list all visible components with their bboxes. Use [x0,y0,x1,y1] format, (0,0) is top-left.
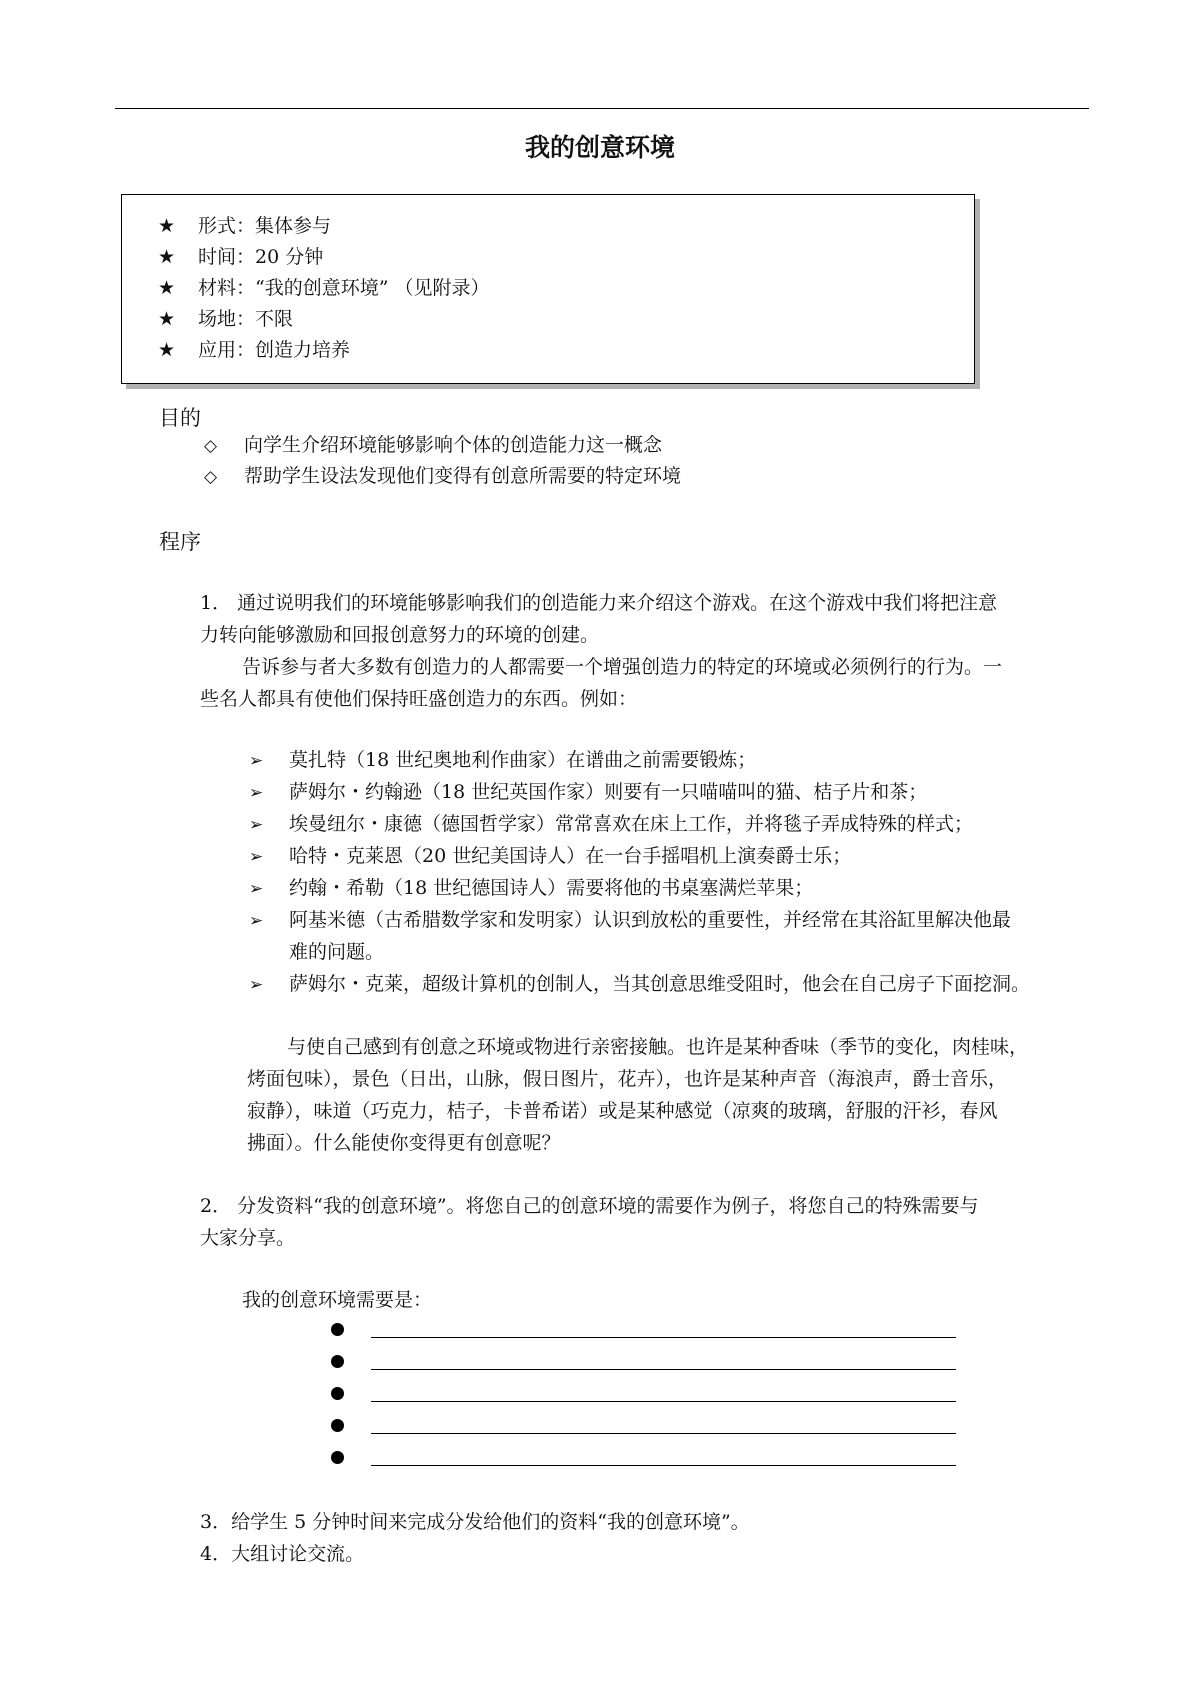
star-icon: ★ [158,277,176,299]
star-icon: ★ [158,215,176,237]
step1-line: 些名人都具有使他们保持旺盛创造力的东西。例如： [200,688,638,710]
page-title: 我的创意环境 [524,133,675,162]
fill-in-line[interactable] [371,1401,956,1402]
info-item-application: ★ 应用：创造力培养 [158,335,350,365]
goal-heading: 目的 [159,406,201,430]
arrow-icon: ➢ [249,879,264,899]
info-item-format: ★ 形式：集体参与 [158,211,331,241]
closing-line: 烤面包味），景色（日出，山脉，假日图片，花卉），也许是某种声音（海浪声，爵士音乐， [247,1068,1008,1090]
example-item-continuation: 难的问题。 [289,941,385,963]
step2-line: 大家分享。 [200,1227,296,1249]
bullet-dot-icon [331,1355,344,1368]
closing-line: 拂面）。什么能使你变得更有创意呢？ [247,1132,561,1154]
info-item-materials: ★ 材料：“我的创意环境” （见附录） [158,273,489,303]
goal-item: ◇ 帮助学生设法发现他们变得有创意所需要的特定环境 [204,461,681,491]
step1-line: 告诉参与者大多数有创造力的人都需要一个增强创造力的特定的环境或必须例行的行为。一 [242,656,1003,678]
fill-in-line[interactable] [371,1465,956,1466]
arrow-icon: ➢ [249,815,264,835]
example-item: ➢ 莫扎特（18 世纪奥地利作曲家）在谱曲之前需要锻炼； [249,744,756,777]
worksheet-prompt: 我的创意环境需要是： [242,1289,433,1311]
star-icon: ★ [158,339,176,361]
info-item-time: ★ 时间：20 分钟 [158,242,323,272]
closing-line: 寂静），味道（巧克力，桔子，卡普希诺）或是某种感觉（凉爽的玻璃，舒服的汗衫，春风 [247,1100,998,1122]
step1-line: 1． 通过说明我们的环境能够影响我们的创造能力来介绍这个游戏。在这个游戏中我们将把注意 [200,592,998,614]
example-item: ➢ 埃曼纽尔・康德（德国哲学家）常常喜欢在床上工作，并将毯子弄成特殊的样式； [249,808,973,841]
example-item: ➢ 哈特・克莱恩（20 世纪美国诗人）在一台手摇唱机上演奏爵士乐； [249,840,851,873]
goal-item: ◇ 向学生介绍环境能够影响个体的创造能力这一概念 [204,430,662,460]
arrow-icon: ➢ [249,783,264,803]
star-icon: ★ [158,308,176,330]
star-icon: ★ [158,246,176,268]
step2-line: 2． 分发资料“我的创意环境”。将您自己的创意环境的需要作为例子，将您自己的特殊需要与 [200,1195,979,1217]
bullet-dot-icon [331,1387,344,1400]
bullet-dot-icon [331,1419,344,1432]
bullet-dot-icon [331,1451,344,1464]
arrow-icon: ➢ [249,847,264,867]
example-item: ➢ 萨姆尔・克莱，超级计算机的创制人，当其创意思维受阻时，他会在自己房子下面挖洞。 [249,968,1030,1001]
diamond-icon: ◇ [204,436,218,456]
example-item: ➢ 约翰・希勒（18 世纪德国诗人）需要将他的书桌塞满烂苹果； [249,872,813,905]
closing-line: 与使自己感到有创意之环境或物进行亲密接触。也许是某种香味（季节的变化，肉桂味， [287,1036,1029,1058]
top-rule [115,108,1089,109]
fill-in-line[interactable] [371,1369,956,1370]
bullet-dot-icon [331,1323,344,1336]
step1-line: 力转向能够激励和回报创意努力的环境的创建。 [200,624,600,646]
info-box [121,194,975,384]
arrow-icon: ➢ [249,975,264,995]
step4-line: 4．大组讨论交流。 [200,1543,365,1565]
procedure-heading: 程序 [159,530,201,554]
step3-line: 3．给学生 5 分钟时间来完成分发给他们的资料“我的创意环境”。 [200,1511,750,1533]
example-item: ➢ 阿基米德（古希腊数学家和发明家）认识到放松的重要性，并经常在其浴缸里解决他最 [249,904,1011,937]
arrow-icon: ➢ [249,911,264,931]
info-item-venue: ★ 场地：不限 [158,304,293,334]
fill-in-line[interactable] [371,1337,956,1338]
diamond-icon: ◇ [204,467,218,487]
arrow-icon: ➢ [249,751,264,771]
example-item: ➢ 萨姆尔・约翰逊（18 世纪英国作家）则要有一只喵喵叫的猫、桔子片和茶； [249,776,927,809]
fill-in-line[interactable] [371,1433,956,1434]
